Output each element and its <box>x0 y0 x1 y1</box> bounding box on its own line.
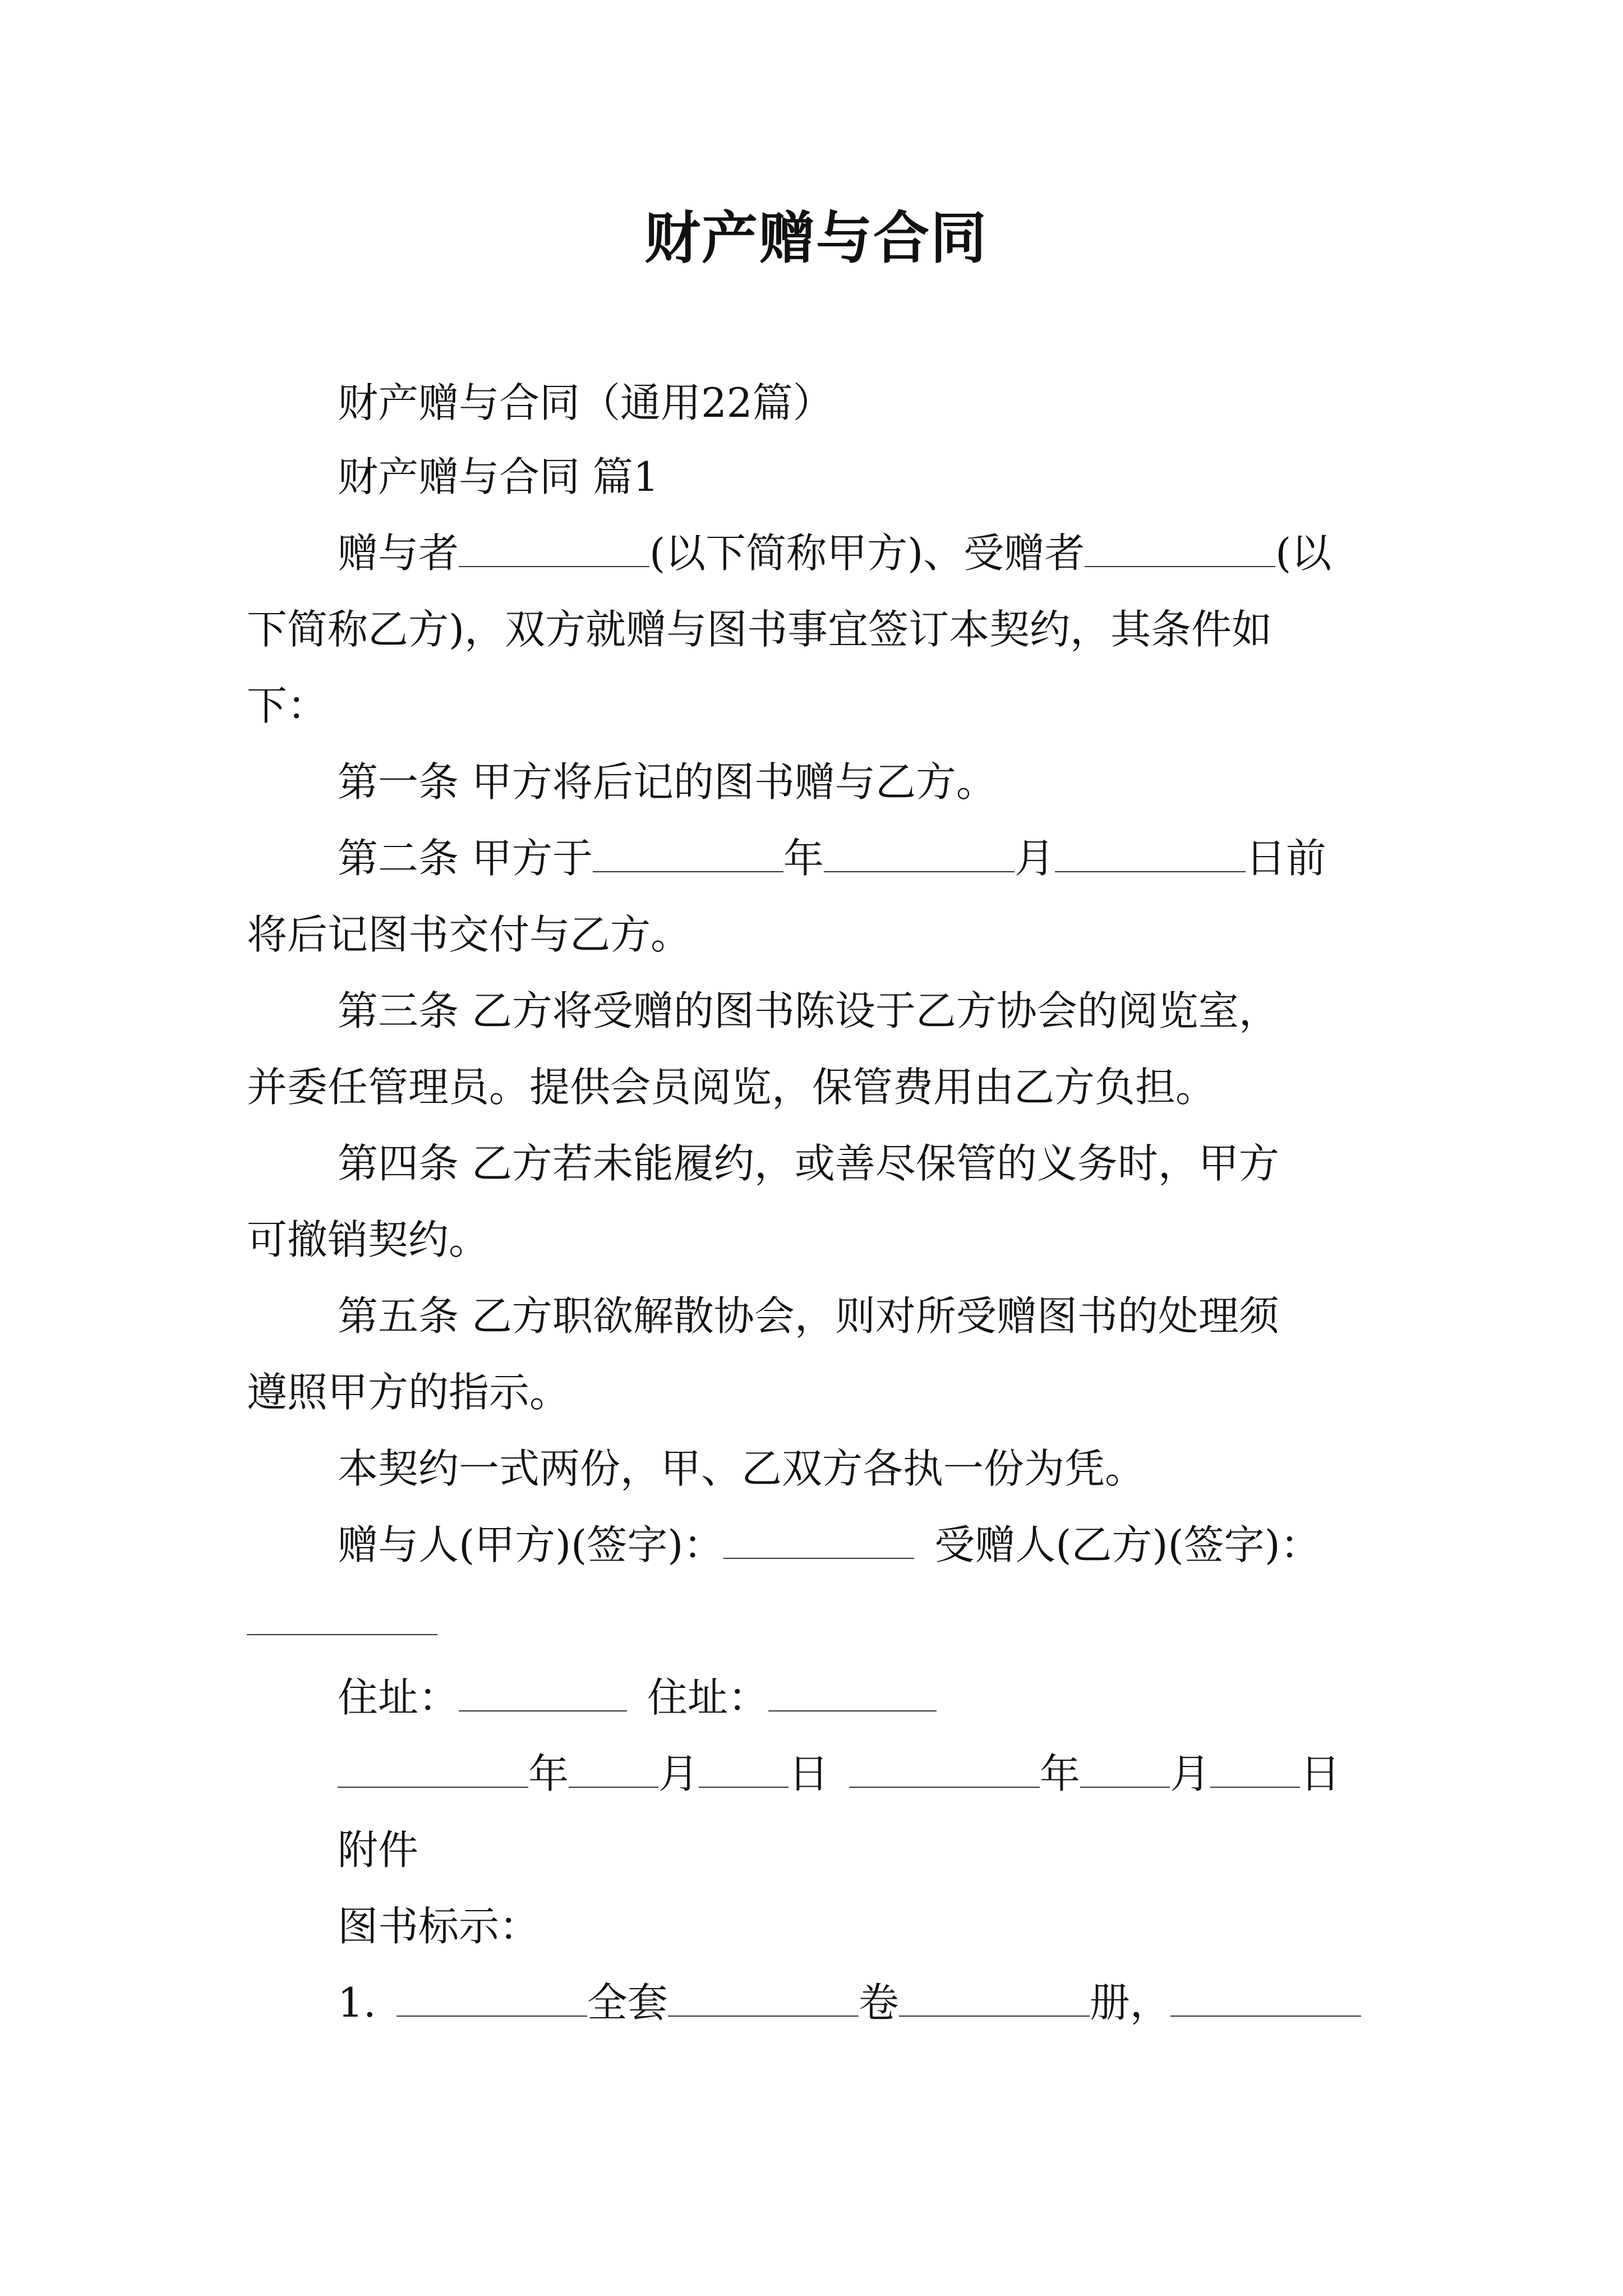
volume-count-blank <box>899 1982 1090 2017</box>
document-title: 财产赠与合同 <box>644 205 988 271</box>
article-2-month: 月 <box>1014 835 1055 882</box>
section-heading: 财产赠与合同 篇1 <box>338 453 659 500</box>
intro-donee-label: (以下简称甲方)、受赠者 <box>649 530 1085 577</box>
address-line <box>247 1659 1476 1736</box>
item-set-label: 全套 <box>587 1979 668 2026</box>
donee-signature-blank <box>247 1600 437 1635</box>
donor-signature-blank <box>723 1524 914 1559</box>
donor-day-label: 日 <box>789 1750 829 1797</box>
book-title-blank <box>396 1982 587 2017</box>
donor-name-blank <box>459 532 649 567</box>
donee-signature-line <box>247 1583 1385 1659</box>
article-2-line-1 <box>247 820 1476 896</box>
delivery-day-blank <box>1055 838 1246 872</box>
article-1: 第一条 甲方将后记的图书赠与乙方。 <box>338 758 997 806</box>
intro-line-3: 下： <box>247 682 328 729</box>
donee-year-blank <box>849 1753 1040 1788</box>
donee-year-label: 年 <box>1040 1750 1081 1797</box>
article-3-line-2: 并委任管理员。提供会员阅览，保管费用由乙方负担。 <box>247 1064 1216 1111</box>
donor-month-blank <box>569 1753 658 1788</box>
donee-month-label: 月 <box>1170 1750 1211 1797</box>
article-5-line-1: 第五条 乙方职欲解散协会，则对所受赠图书的处理须 <box>338 1292 1279 1340</box>
date-line <box>247 1736 1476 1812</box>
donor-day-blank <box>699 1753 789 1788</box>
article-2-year: 年 <box>783 835 824 882</box>
attachment-heading: 附件 <box>338 1826 419 1874</box>
donee-day-blank <box>1210 1753 1300 1788</box>
article-3-line-1: 第三条 乙方将受赠的图书陈设于乙方协会的阅览室， <box>338 987 1279 1034</box>
book-label: 图书标示： <box>338 1903 540 1950</box>
article-4-line-2: 可撤销契约。 <box>247 1216 490 1263</box>
intro-line-1 <box>247 515 1476 591</box>
intro-line-2: 下简称乙方)，双方就赠与图书事宜签订本契约，其条件如 <box>247 606 1272 653</box>
donee-day-label: 日 <box>1300 1750 1341 1797</box>
article-4-line-1: 第四条 乙方若未能履约，或善尽保管的义务时，甲方 <box>338 1140 1279 1187</box>
donor-signature-label: 赠与人(甲方)(签字)： <box>338 1521 724 1568</box>
copies-clause: 本契约一式两份，甲、乙双方各执一份为凭。 <box>338 1445 1146 1492</box>
article-2-day: 日前 <box>1245 835 1326 882</box>
document-subtitle: 财产赠与合同（通用22篇） <box>338 379 833 426</box>
signature-line <box>247 1507 1476 1583</box>
donor-address-blank <box>459 1677 627 1711</box>
donor-year-blank <box>338 1753 528 1788</box>
item-volume-label: 卷 <box>858 1979 899 2026</box>
intro-donor-label: 赠与者 <box>338 530 459 577</box>
item-book-label: 册， <box>1089 1979 1170 2026</box>
donee-name-blank <box>1085 532 1275 567</box>
donee-address-blank <box>768 1677 937 1711</box>
article-2-label: 第二条 甲方于 <box>338 835 593 882</box>
donor-address-label: 住址： <box>338 1674 459 1721</box>
book-item-1 <box>247 1964 1476 2041</box>
donor-month-label: 月 <box>658 1750 699 1797</box>
item-number: 1. <box>338 1979 376 2026</box>
donee-address-label: 住址： <box>647 1674 769 1721</box>
set-count-blank <box>668 1982 859 2017</box>
intro-tail: (以 <box>1275 530 1332 577</box>
book-count-blank <box>1170 1982 1361 2017</box>
delivery-month-blank <box>824 838 1015 872</box>
donee-month-blank <box>1080 1753 1170 1788</box>
document-page <box>247 0 1385 2296</box>
donor-year-label: 年 <box>528 1750 569 1797</box>
donee-signature-label: 受赠人(乙方)(签字)： <box>934 1521 1321 1568</box>
article-5-line-2: 遵照甲方的指示。 <box>247 1369 570 1416</box>
delivery-year-blank <box>593 838 783 872</box>
article-2-line-2: 将后记图书交付与乙方。 <box>247 911 691 958</box>
